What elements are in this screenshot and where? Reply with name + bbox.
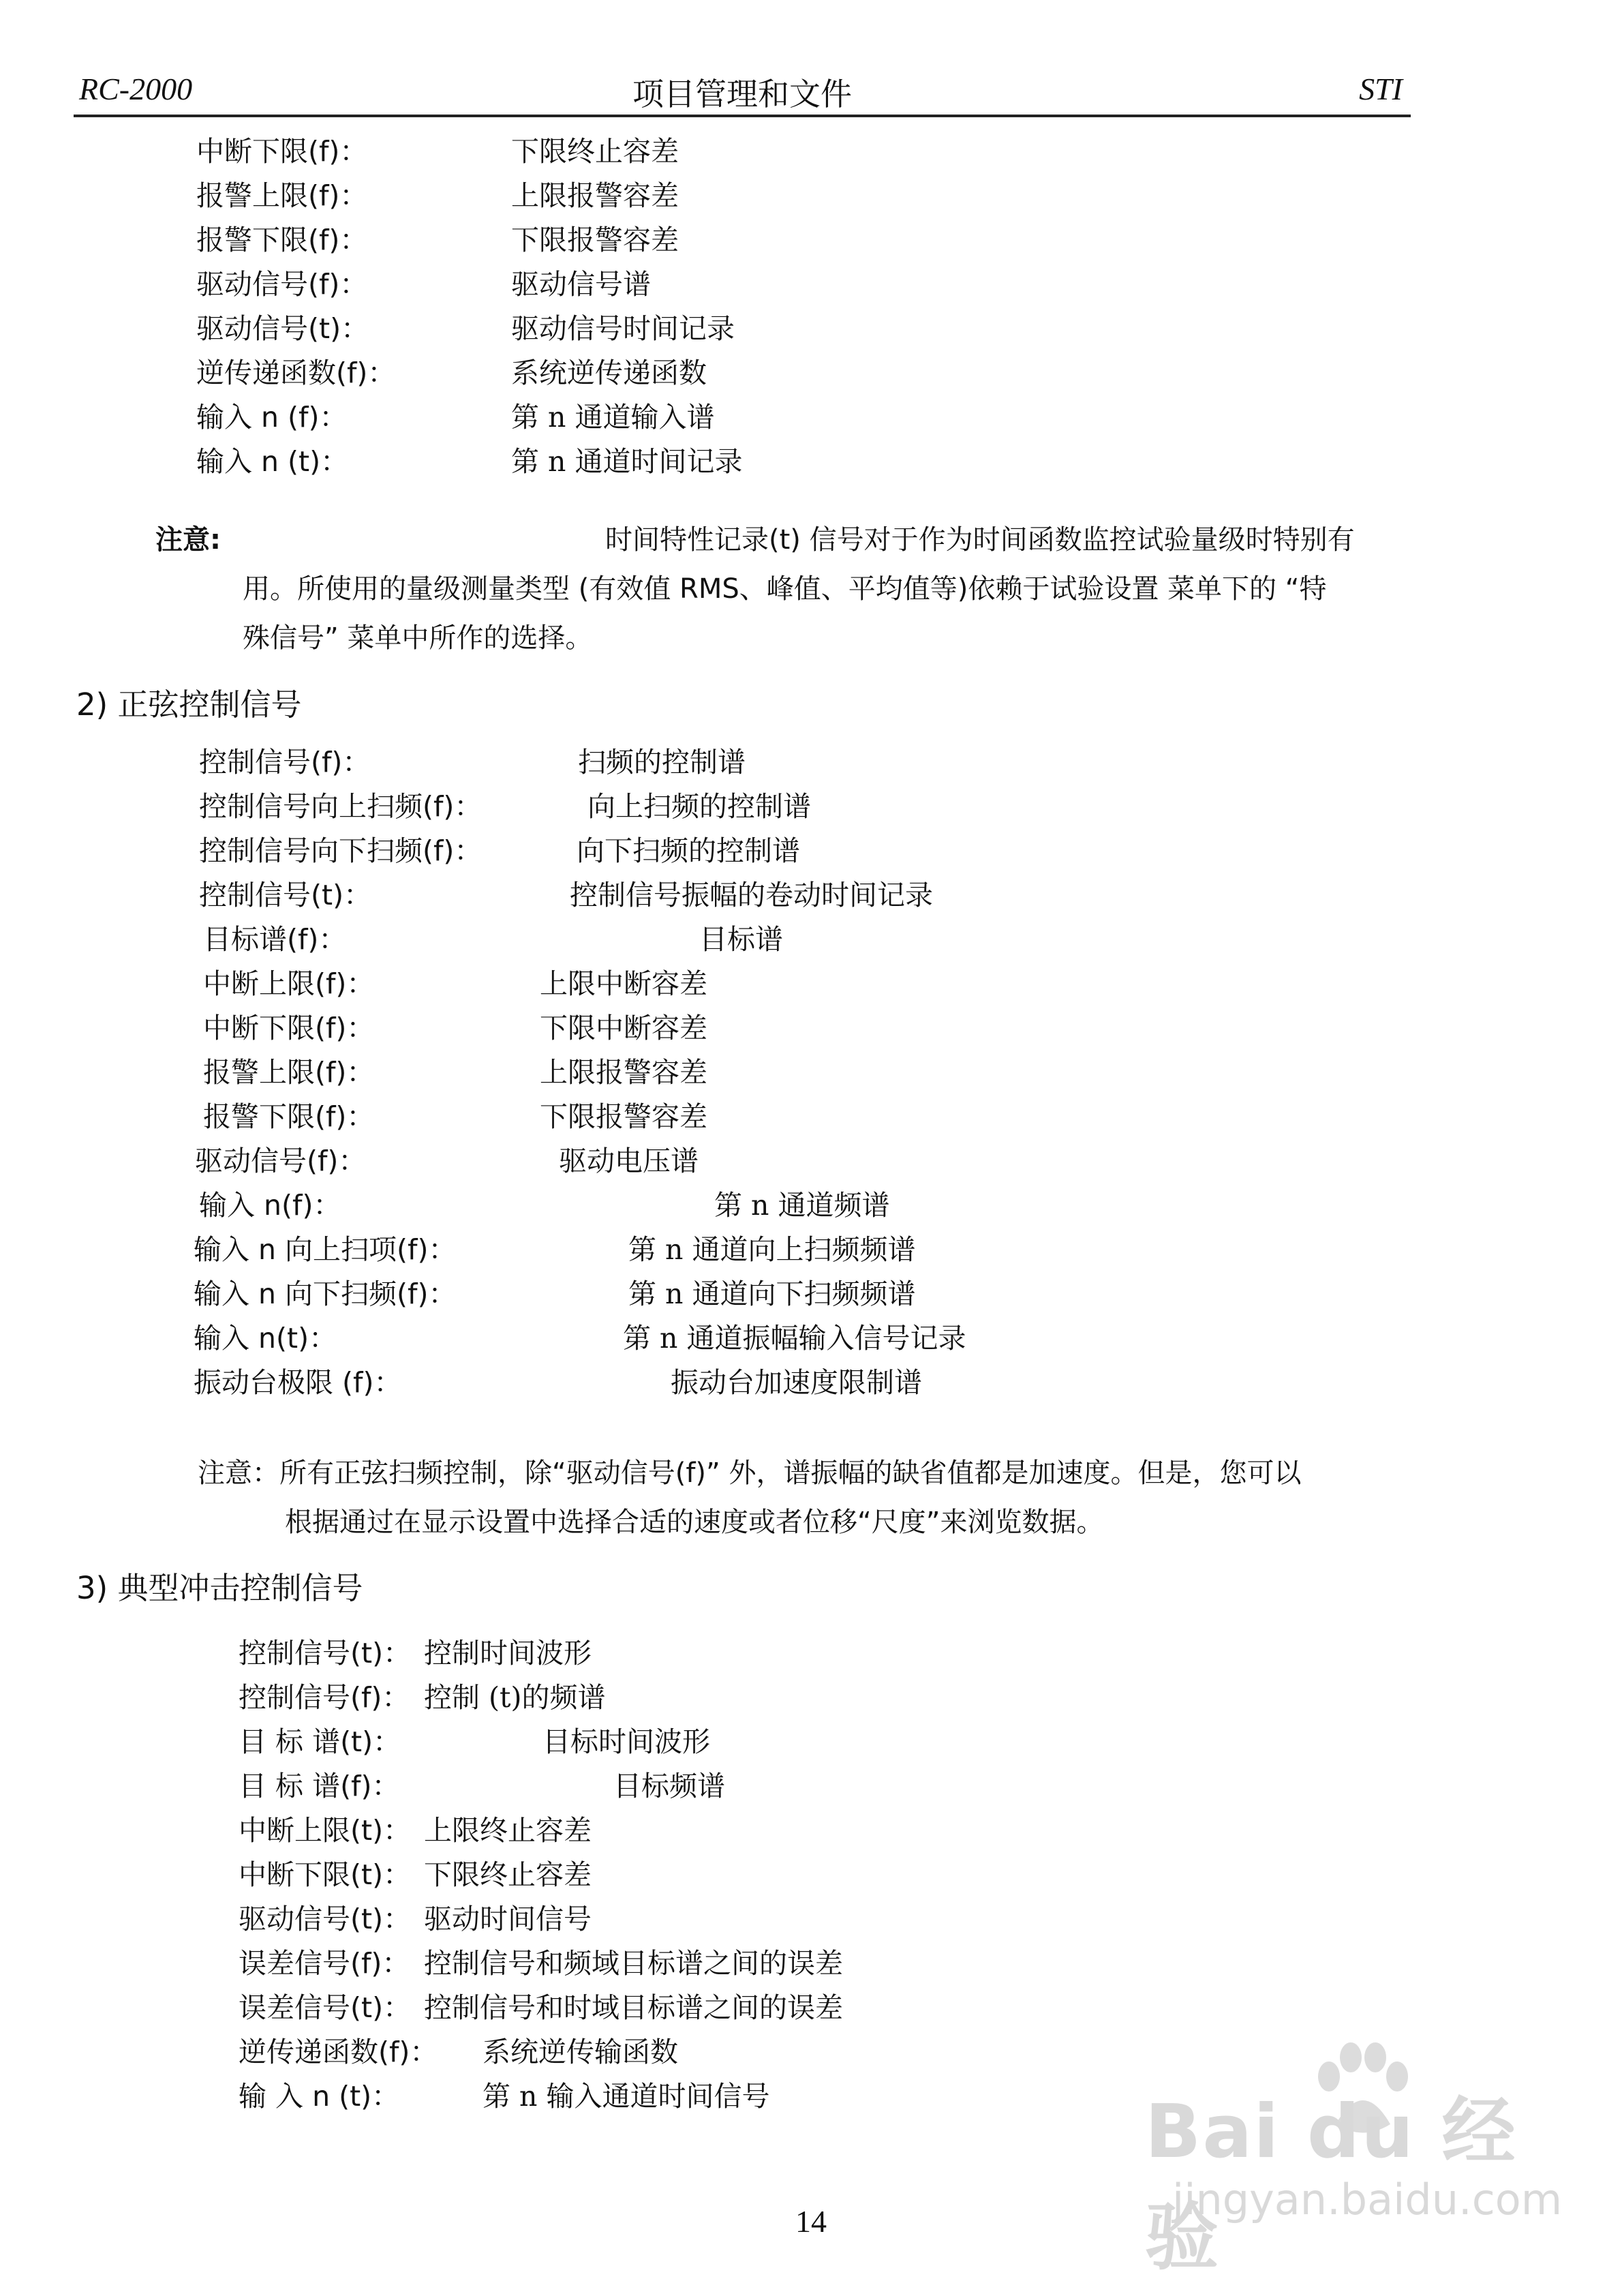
s2-desc-12: 第 n 通道向上扫频频谱 xyxy=(628,1233,916,1266)
s1-desc-8: 第 n 通道时间记录 xyxy=(511,445,743,478)
s2-item-1: 控制信号(f)： xyxy=(199,746,371,779)
s1-item-5: 驱动信号(t)： xyxy=(196,312,369,345)
s2-desc-6: 上限中断容差 xyxy=(540,967,707,1000)
s1-note-line1: 时间特性记录(t) 信号对于作为时间函数监控试验量级时特别有 xyxy=(605,524,1355,556)
s1-item-8: 输入 n (t)： xyxy=(196,445,349,478)
s1-desc-5: 驱动信号时间记录 xyxy=(511,312,735,345)
s1-item-1: 中断下限(f)： xyxy=(196,135,368,168)
s2-desc-15: 振动台加速度限制谱 xyxy=(671,1366,922,1399)
s3-desc-1: 控制时间波形 xyxy=(424,1637,592,1670)
watermark-logo: Bai du 经验 xyxy=(1145,2089,1517,2280)
s1-desc-3: 下限报警容差 xyxy=(511,224,679,256)
s3-item-11: 输 入 n (t)： xyxy=(239,2080,400,2113)
section3-heading: 3) 典型冲击控制信号 xyxy=(76,1570,363,1606)
s2-desc-3: 向下扫频的控制谱 xyxy=(577,834,800,867)
s2-item-7: 中断下限(f)： xyxy=(203,1012,375,1044)
s3-item-9: 误差信号(t)： xyxy=(239,1991,412,2024)
s2-desc-13: 第 n 通道向下扫频频谱 xyxy=(628,1278,916,1310)
s3-item-6: 中断下限(t)： xyxy=(239,1858,412,1891)
s3-desc-8: 控制信号和频域目标谱之间的误差 xyxy=(424,1947,843,1980)
page-number: 14 xyxy=(795,2204,827,2239)
s2-item-14: 输入 n(t)： xyxy=(194,1322,337,1355)
s2-desc-7: 下限中断容差 xyxy=(540,1012,707,1044)
page-header xyxy=(74,65,1411,117)
s2-desc-1: 扫频的控制谱 xyxy=(578,746,746,779)
header-title: 项目管理和文件 xyxy=(632,76,852,112)
s2-item-3: 控制信号向下扫频(f)： xyxy=(199,834,483,867)
s3-item-4: 目 标 谱(f)： xyxy=(239,1770,400,1802)
s2-note-line2: 根据通过在显示设置中选择合适的速度或者位移“尺度”来浏览数据。 xyxy=(285,1507,1104,1538)
s2-desc-11: 第 n 通道频谱 xyxy=(714,1189,890,1222)
section2-heading: 2) 正弦控制信号 xyxy=(76,686,302,723)
s2-item-4: 控制信号(t)： xyxy=(199,879,372,911)
s3-item-8: 误差信号(f)： xyxy=(239,1947,410,1980)
s3-item-7: 驱动信号(t)： xyxy=(239,1903,412,1935)
s2-item-8: 报警上限(f)： xyxy=(203,1056,375,1089)
s1-desc-2: 上限报警容差 xyxy=(511,179,679,212)
s2-item-12: 输入 n 向上扫项(f)： xyxy=(194,1233,457,1266)
s1-desc-7: 第 n 通道输入谱 xyxy=(511,401,715,434)
s2-item-11: 输入 n(f)： xyxy=(199,1189,341,1222)
s2-note-line1: 注意：所有正弦扫频控制，除“驱动信号(f)” 外，谱振幅的缺省值都是加速度。但是，您可以 xyxy=(198,1457,1302,1489)
s2-item-15: 振动台极限 (f)： xyxy=(194,1366,402,1399)
s3-desc-11: 第 n 输入通道时间信号 xyxy=(483,2080,770,2113)
header-company: STI xyxy=(1359,72,1403,106)
s1-item-7: 输入 n (f)： xyxy=(196,401,348,434)
s3-desc-5: 上限终止容差 xyxy=(424,1814,592,1847)
s2-desc-10: 驱动电压谱 xyxy=(559,1145,699,1177)
s2-desc-8: 上限报警容差 xyxy=(540,1056,707,1089)
s3-desc-10: 系统逆传输函数 xyxy=(483,2036,678,2068)
s3-desc-2: 控制 (t)的频谱 xyxy=(424,1681,606,1714)
s2-item-2: 控制信号向上扫频(f)： xyxy=(199,790,483,823)
s1-item-6: 逆传递函数(f)： xyxy=(196,357,396,389)
s3-desc-4: 目标频谱 xyxy=(613,1770,725,1802)
s2-item-5: 目标谱(f)： xyxy=(203,923,347,956)
header-doc-code: RC-2000 xyxy=(79,72,193,106)
s1-item-4: 驱动信号(f)： xyxy=(196,268,368,301)
s2-desc-5: 目标谱 xyxy=(699,923,783,956)
s2-item-10: 驱动信号(f)： xyxy=(195,1145,367,1177)
s3-desc-3: 目标时间波形 xyxy=(542,1725,710,1758)
s2-note xyxy=(198,1449,1411,1547)
s2-item-6: 中断上限(f)： xyxy=(203,967,375,1000)
s2-desc-9: 下限报警容差 xyxy=(540,1100,707,1133)
s1-note xyxy=(155,515,1403,663)
watermark-url: jingyan.baidu.com xyxy=(1172,2175,1563,2224)
s3-item-5: 中断上限(t)： xyxy=(239,1814,412,1847)
s2-desc-4: 控制信号振幅的卷动时间记录 xyxy=(570,879,933,911)
s3-desc-6: 下限终止容差 xyxy=(424,1858,592,1891)
s3-item-1: 控制信号(t)： xyxy=(239,1637,412,1670)
s1-desc-4: 驱动信号谱 xyxy=(511,268,651,301)
s1-note-line3: 殊信号” 菜单中所作的选择。 xyxy=(243,622,593,654)
s3-item-3: 目 标 谱(t)： xyxy=(239,1725,401,1758)
s2-desc-14: 第 n 通道振幅输入信号记录 xyxy=(623,1322,966,1355)
s1-item-2: 报警上限(f)： xyxy=(196,179,368,212)
s2-item-9: 报警下限(f)： xyxy=(203,1100,375,1133)
s3-desc-9: 控制信号和时域目标谱之间的误差 xyxy=(424,1991,843,2024)
s3-item-2: 控制信号(f)： xyxy=(239,1681,410,1714)
s3-desc-7: 驱动时间信号 xyxy=(424,1903,592,1935)
s1-note-label: 注意: xyxy=(155,524,221,556)
s2-desc-2: 向上扫频的控制谱 xyxy=(587,790,811,823)
s1-desc-6: 系统逆传递函数 xyxy=(511,357,707,389)
s1-note-line2: 用。所使用的量级测量类型 (有效值 RMS、峰值、平均值等)依赖于试验设置 菜单下的 “特 xyxy=(243,573,1327,605)
s1-desc-1: 下限终止容差 xyxy=(511,135,679,168)
s1-item-3: 报警下限(f)： xyxy=(196,224,368,256)
s2-item-13: 输入 n 向下扫频(f)： xyxy=(194,1278,457,1310)
s3-item-10: 逆传递函数(f)： xyxy=(239,2036,438,2068)
